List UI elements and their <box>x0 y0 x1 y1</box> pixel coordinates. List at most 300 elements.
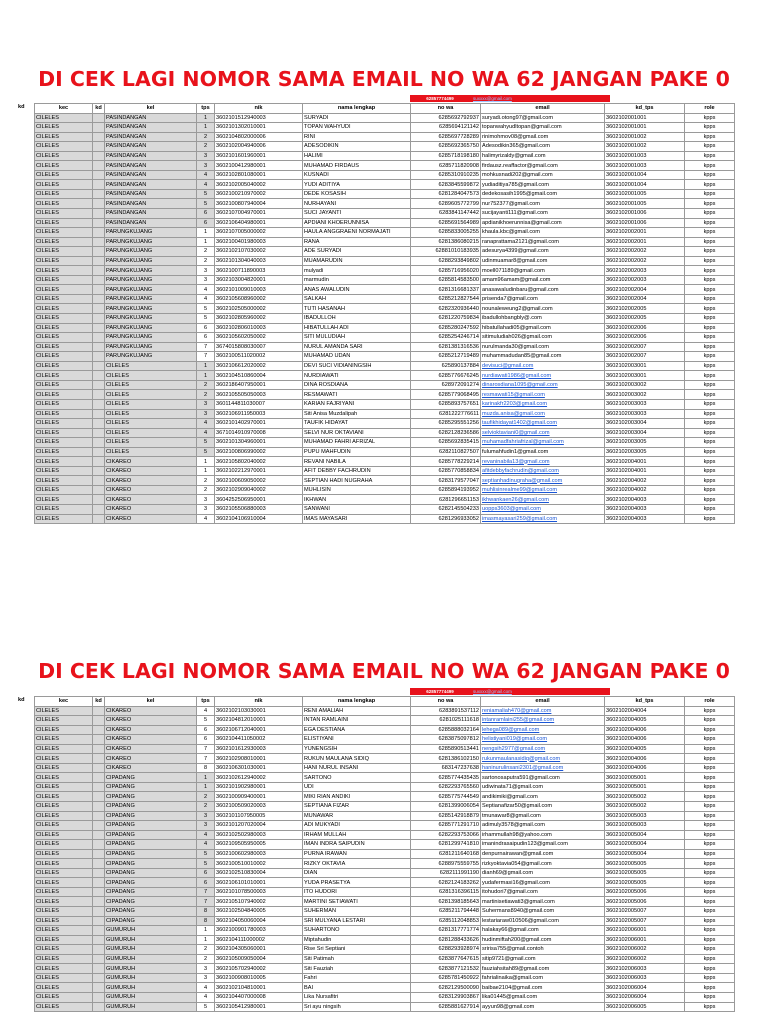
table-row <box>35 802 735 812</box>
role-cell: kpps <box>685 495 735 505</box>
email-cell: sitimuludiah026@gmail.com <box>481 333 605 343</box>
kd-tps-cell: 3602102001004 <box>605 170 685 180</box>
email-cell: dianh69@gmail.com <box>481 868 605 878</box>
email-cell[interactable]: karinakfr2203@gmail.com <box>481 399 605 409</box>
nama-cell: IMAS MAYASARI <box>303 514 411 524</box>
kel-cell: CILELES <box>105 361 197 371</box>
table-row <box>35 811 735 821</box>
kd-cell <box>93 275 105 285</box>
kd-tps-cell: 3602102001003 <box>605 161 685 171</box>
nik-cell: 3602105506880003 <box>215 504 303 514</box>
kec-cell: CILELES <box>35 973 93 983</box>
kec-cell: CILELES <box>35 199 93 209</box>
kec-cell: CILELES <box>35 887 93 897</box>
kd-cell <box>93 247 105 257</box>
header-kel: kel <box>105 104 197 114</box>
kel-cell: PARUNGKUJANG <box>105 352 197 362</box>
table-row <box>35 830 735 840</box>
nama-cell: MUNAWAR <box>303 811 411 821</box>
kel-cell: CIKAREO <box>105 466 197 476</box>
nama-cell: NURHAYANI <box>303 199 411 209</box>
role-cell: kpps <box>685 151 735 161</box>
header-kel: kel <box>105 697 197 707</box>
highlight-email-2[interactable]: suxxxx@gmail.com <box>470 688 610 695</box>
kd-cell <box>93 504 105 514</box>
tps-cell: 6 <box>197 218 215 228</box>
no-wa-cell: 6281211640168 <box>411 849 481 859</box>
email-cell: prisenda7@gmail.com <box>481 294 605 304</box>
email-cell: Suhermans8940@gmail.com <box>481 907 605 917</box>
kd-tps-cell: 3602102002006 <box>605 323 685 333</box>
kd-cell <box>93 744 105 754</box>
no-wa-cell: 6283875097812 <box>411 735 481 745</box>
role-cell: kpps <box>685 504 735 514</box>
data-table-1 <box>34 103 735 524</box>
nik-cell: 3602102504840005 <box>215 907 303 917</box>
tps-cell: 2 <box>197 390 215 400</box>
email-cell[interactable]: dinarosdiana1095@gmail.com <box>481 380 605 390</box>
kel-cell: CIPADANG <box>105 821 197 831</box>
email-cell: fahrialinaika@gmail.com <box>481 973 605 983</box>
table-row <box>35 744 735 754</box>
tps-cell: 2 <box>197 476 215 486</box>
nik-cell: 3602104407000008 <box>215 992 303 1002</box>
kel-cell: PARUNGKUJANG <box>105 314 197 324</box>
kd-cell <box>93 180 105 190</box>
role-cell: kpps <box>685 361 735 371</box>
role-cell: kpps <box>685 419 735 429</box>
table-row <box>35 964 735 974</box>
table-row <box>35 361 735 371</box>
kel-cell: GUMURUH <box>105 992 197 1002</box>
kd-cell <box>93 304 105 314</box>
kd-tps-cell: 3602102005003 <box>605 811 685 821</box>
kel-cell: PARUNGKUJANG <box>105 333 197 343</box>
role-cell: kpps <box>685 926 735 936</box>
highlight-row-2 <box>0 688 768 695</box>
header-email: email <box>481 697 605 707</box>
kd-cell <box>93 189 105 199</box>
kel-cell: PASINDANGAN <box>105 161 197 171</box>
kec-cell: CILELES <box>35 782 93 792</box>
kd-tps-cell: 3602102004002 <box>605 476 685 486</box>
tps-cell: 5 <box>197 849 215 859</box>
nik-cell: 3602100609050002 <box>215 476 303 486</box>
kec-cell: CILELES <box>35 811 93 821</box>
no-wa-cell: 6285692835415 <box>411 438 481 448</box>
nama-cell: YUDI ADITIYA <box>303 180 411 190</box>
role-cell: kpps <box>685 170 735 180</box>
tps-cell: 6 <box>197 333 215 343</box>
role-cell: kpps <box>685 237 735 247</box>
kec-cell: CILELES <box>35 735 93 745</box>
kd-cell <box>93 466 105 476</box>
role-cell: kpps <box>685 113 735 123</box>
email-cell: nounaleweung2@gmail.com <box>481 304 605 314</box>
nik-cell: 3602100602980003 <box>215 849 303 859</box>
email-cell[interactable]: muzda.anisa@gmail.com <box>481 409 605 419</box>
nama-cell: NURUL AMANDA SARI <box>303 342 411 352</box>
tps-cell: 2 <box>197 485 215 495</box>
kd-tps-cell: 3602102005004 <box>605 840 685 850</box>
email-cell[interactable]: uopps3603@gmail.com <box>481 504 605 514</box>
kec-cell: CILELES <box>35 142 93 152</box>
no-wa-cell: 62881010183935 <box>411 247 481 257</box>
nama-cell: KUSNADI <box>303 170 411 180</box>
table-row <box>35 706 735 716</box>
table-row <box>35 476 735 486</box>
nik-cell: 3602106712040001 <box>215 725 303 735</box>
kel-cell: CIPADANG <box>105 887 197 897</box>
table-row <box>35 983 735 993</box>
nik-cell: 3602102212970001 <box>215 466 303 476</box>
tps-cell: 8 <box>197 916 215 926</box>
no-wa-cell: 6281316681337 <box>411 285 481 295</box>
role-cell: kpps <box>685 945 735 955</box>
kec-cell: CILELES <box>35 132 93 142</box>
kd-cell <box>93 161 105 171</box>
kec-cell: CILELES <box>35 859 93 869</box>
no-wa-cell: 6281220759834 <box>411 314 481 324</box>
nik-cell: 3602102805960002 <box>215 314 303 324</box>
email-cell[interactable]: haninurulinsani2301@gmail.com <box>481 763 605 773</box>
email-cell: halimyrizaldy@gmail.com <box>481 151 605 161</box>
kd-tps-cell: 3602102002007 <box>605 352 685 362</box>
kd-tps-cell: 3602102006002 <box>605 945 685 955</box>
table-row <box>35 973 735 983</box>
nik-cell: 3602102104810001 <box>215 983 303 993</box>
kel-cell: CIPADANG <box>105 830 197 840</box>
nama-cell: DINA ROSDIANA <box>303 380 411 390</box>
role-cell: kpps <box>685 399 735 409</box>
tps-cell: 1 <box>197 773 215 783</box>
role-cell: kpps <box>685 849 735 859</box>
no-wa-cell: 6285711820908 <box>411 161 481 171</box>
email-cell[interactable]: reniamaliah470@gmail.com <box>481 706 605 716</box>
kel-cell: CIKAREO <box>105 485 197 495</box>
kd-tps-cell: 3602102001001 <box>605 123 685 133</box>
nik-cell: 3602100401980003 <box>215 237 303 247</box>
kd-tps-cell: 3602102002003 <box>605 266 685 276</box>
role-cell: kpps <box>685 342 735 352</box>
kec-cell: CILELES <box>35 495 93 505</box>
no-wa-cell: 6285310910235 <box>411 170 481 180</box>
kd-cell <box>93 209 105 219</box>
nik-cell: 3602102510830004 <box>215 868 303 878</box>
no-wa-cell: 6285295551256 <box>411 419 481 429</box>
no-wa-cell: 6285771291710 <box>411 821 481 831</box>
nama-cell: MUHAMAD FIRDAUS <box>303 161 411 171</box>
kd-tps-cell: 3602102005004 <box>605 830 685 840</box>
email-cell: martinisetiawati3@gmail.com <box>481 897 605 907</box>
nik-cell: 3602105412980001 <box>215 1002 303 1012</box>
no-wa-cell: 6285692365750 <box>411 142 481 152</box>
nama-cell: SURYADI <box>303 113 411 123</box>
kd-cell <box>93 782 105 792</box>
table-row <box>35 428 735 438</box>
no-wa-cell: 6285212719489 <box>411 352 481 362</box>
warning-banner-2: DI CEK LAGI NOMOR SAMA EMAIL NO WA 62 JANGAN PAKE 0 <box>38 659 730 683</box>
table-row <box>35 916 735 926</box>
nik-cell: 3602102909040002 <box>215 485 303 495</box>
kec-cell: CILELES <box>35 840 93 850</box>
tps-cell: 1 <box>197 123 215 133</box>
nama-cell: HIBATULLAH ADI <box>303 323 411 333</box>
kec-cell: CILELES <box>35 237 93 247</box>
table-row <box>35 447 735 457</box>
email-cell[interactable]: afitdebbyfachrudin@gmail.com <box>481 466 605 476</box>
kd-tps-cell: 3602102003004 <box>605 428 685 438</box>
no-wa-cell: 6281025111618 <box>411 716 481 726</box>
nama-cell: ITO HUDORI <box>303 887 411 897</box>
header-tps: tps <box>197 697 215 707</box>
nama-cell: RINI <box>303 132 411 142</box>
role-cell: kpps <box>685 916 735 926</box>
kel-cell: CIKAREO <box>105 457 197 467</box>
header-no-wa: no wa <box>411 104 481 114</box>
email-cell[interactable]: muhamadfahriafrizal@gmail.com <box>481 438 605 448</box>
kec-cell: CILELES <box>35 123 93 133</box>
nik-cell: 3602100412980001 <box>215 161 303 171</box>
kd-tps-cell: 3602102001003 <box>605 151 685 161</box>
nama-cell: MIKI RIAN ANDIKI <box>303 792 411 802</box>
table-row <box>35 390 735 400</box>
header-no-wa: no wa <box>411 697 481 707</box>
table-row <box>35 275 735 285</box>
role-cell: kpps <box>685 352 735 362</box>
kd-cell <box>93 199 105 209</box>
email-cell[interactable]: lehega089@gmail.com <box>481 725 605 735</box>
nama-cell: DEDE KOSASIH <box>303 189 411 199</box>
nama-cell: SANWANI <box>303 504 411 514</box>
nik-cell: 3601144811030007 <box>215 399 303 409</box>
nik-cell: 3602109505950005 <box>215 840 303 850</box>
table-row <box>35 887 735 897</box>
kd-tps-cell: 3602102004002 <box>605 485 685 495</box>
nama-cell: BAI <box>303 983 411 993</box>
tps-cell: 3 <box>197 964 215 974</box>
table-row <box>35 466 735 476</box>
table-row <box>35 773 735 783</box>
nama-cell: PUPU MAHFUDIN <box>303 447 411 457</box>
no-wa-cell: 6281296651153 <box>411 495 481 505</box>
kec-cell: CILELES <box>35 333 93 343</box>
kec-cell: CILELES <box>35 161 93 171</box>
role-cell: kpps <box>685 209 735 219</box>
kd-tps-cell: 3602102004006 <box>605 735 685 745</box>
nama-cell: APDIANI KHOERUNNISA <box>303 218 411 228</box>
nama-cell: Lika Nursafitri <box>303 992 411 1002</box>
no-wa-cell: 6282124183262 <box>411 878 481 888</box>
highlight-email[interactable]: suxxxx@gmail.com <box>470 95 610 102</box>
email-cell: apdianikhoerunnisa@gmail.com <box>481 218 605 228</box>
nama-cell: Rise Sri Septiani <box>303 945 411 955</box>
role-cell: kpps <box>685 716 735 726</box>
tps-cell: 6 <box>197 323 215 333</box>
email-cell: rinimohmov08@gmail.com <box>481 132 605 142</box>
nik-cell: 3602105009050004 <box>215 954 303 964</box>
table-header-row <box>35 697 735 707</box>
kd-tps-cell: 3602102002004 <box>605 285 685 295</box>
table-row <box>35 514 735 524</box>
kd-cell <box>93 716 105 726</box>
kd-cell <box>93 447 105 457</box>
kec-cell: CILELES <box>35 457 93 467</box>
nama-cell: AFIT DEBBY FACHRUDIN <box>303 466 411 476</box>
kel-cell: CIPADANG <box>105 792 197 802</box>
kd-tps-cell: 3602102006003 <box>605 964 685 974</box>
kel-cell: CILELES <box>105 409 197 419</box>
email-cell[interactable]: nengsih2977@gmail.com <box>481 744 605 754</box>
table-body-2 <box>35 706 735 1012</box>
role-cell: kpps <box>685 180 735 190</box>
tps-cell: 3 <box>197 151 215 161</box>
kec-cell: CILELES <box>35 907 93 917</box>
nik-cell: 3602102005040002 <box>215 180 303 190</box>
kd-cell <box>93 859 105 869</box>
tps-cell: 1 <box>197 466 215 476</box>
email-cell[interactable]: taufikhidayat1402@gmail.com <box>481 419 605 429</box>
no-wa-cell: 6285894193952 <box>411 485 481 495</box>
role-cell: kpps <box>685 792 735 802</box>
nama-cell: HALIMI <box>303 151 411 161</box>
kec-cell: CILELES <box>35 725 93 735</box>
kd-tps-cell: 3602102002003 <box>605 275 685 285</box>
kec-cell: CILELES <box>35 1002 93 1012</box>
table-row <box>35 304 735 314</box>
tps-cell: 1 <box>197 935 215 945</box>
email-cell[interactable]: septianhadinugraha@gmail.com <box>481 476 605 486</box>
kd-cell <box>93 849 105 859</box>
tps-cell: 6 <box>197 209 215 219</box>
email-cell[interactable]: devisuci@gmail.com <box>481 361 605 371</box>
no-wa-cell: 6283129903867 <box>411 992 481 1002</box>
table-row <box>35 371 735 381</box>
nama-cell: PURNA IRAWAN <box>303 849 411 859</box>
tps-cell: 4 <box>197 830 215 840</box>
email-cell: Septianafizar50@gmail.com <box>481 802 605 812</box>
email-cell: yudiaditiya785@gmail.com <box>481 180 605 190</box>
email-cell: nurulmanda30@gmail.com <box>481 342 605 352</box>
no-wa-cell: 628972091274 <box>411 380 481 390</box>
header-kd-left-2: kd <box>18 697 25 703</box>
tps-cell: 6 <box>197 735 215 745</box>
nama-cell: RANA <box>303 237 411 247</box>
kd-cell <box>93 792 105 802</box>
kd-tps-cell: 3602102002001 <box>605 228 685 238</box>
email-cell[interactable]: imasmayasari259@gmail.com <box>481 514 605 524</box>
nama-cell: Miptahudin <box>303 935 411 945</box>
kd-tps-cell: 3602102005006 <box>605 897 685 907</box>
kec-cell: CILELES <box>35 849 93 859</box>
table-row <box>35 189 735 199</box>
email-cell: moell071189@gmail.com <box>481 266 605 276</box>
nama-cell: SELVI NUR OKTAVIANI <box>303 428 411 438</box>
no-wa-cell: 6283845599872 <box>411 180 481 190</box>
email-cell[interactable]: muhlisinrealme99@gmail.com <box>481 485 605 495</box>
email-cell[interactable]: revaninabila13@gmail.com <box>481 457 605 467</box>
kec-cell: CILELES <box>35 314 93 324</box>
role-cell: kpps <box>685 189 735 199</box>
table-row <box>35 256 735 266</box>
email-cell[interactable]: intanramlaini255@gmail.com <box>481 716 605 726</box>
email-cell[interactable]: nurdiawati1986@gmail.com <box>481 371 605 381</box>
email-cell[interactable]: helistiyani019@gmail.com <box>481 735 605 745</box>
nama-cell: IRHAM MULLAH <box>303 830 411 840</box>
kd-cell <box>93 390 105 400</box>
kd-tps-cell: 3602102006005 <box>605 1002 685 1012</box>
tps-cell: 5 <box>197 447 215 457</box>
no-wa-cell: 6281399006054 <box>411 802 481 812</box>
email-cell[interactable]: rukunmaulanasidiq@gmail.com <box>481 754 605 764</box>
kd-cell <box>93 514 105 524</box>
nik-cell: 3602104411050002 <box>215 735 303 745</box>
header-kd: kd <box>93 104 105 114</box>
nama-cell: DIAN <box>303 868 411 878</box>
nama-cell: SARTONO <box>303 773 411 783</box>
nik-cell: 3602102612940002 <box>215 773 303 783</box>
nik-cell: 3671014910970008 <box>215 428 303 438</box>
table-row <box>35 170 735 180</box>
kd-tps-cell: 3602102004003 <box>605 504 685 514</box>
tps-cell: 7 <box>197 342 215 352</box>
kel-cell: PASINDANGAN <box>105 199 197 209</box>
kd-cell <box>93 132 105 142</box>
nama-cell: MUHLISIN <box>303 485 411 495</box>
no-wa-cell: 6285211794448 <box>411 907 481 917</box>
nik-cell: 3602106612020002 <box>215 361 303 371</box>
role-cell: kpps <box>685 333 735 343</box>
no-wa-cell: 6282293753066 <box>411 830 481 840</box>
kd-tps-cell: 3602102004006 <box>605 725 685 735</box>
table-row <box>35 419 735 429</box>
nama-cell: HANI NURUL INSANI <box>303 763 411 773</box>
tps-cell: 6 <box>197 725 215 735</box>
tps-cell: 1 <box>197 228 215 238</box>
nama-cell: TOPAN WAHYUDI <box>303 123 411 133</box>
table-row <box>35 323 735 333</box>
role-cell: kpps <box>685 763 735 773</box>
no-wa-cell: 6285888032164 <box>411 725 481 735</box>
tps-cell: 5 <box>197 716 215 726</box>
kd-cell <box>93 314 105 324</box>
no-wa-cell: 6285774435435 <box>411 773 481 783</box>
kd-tps-cell: 3602102005001 <box>605 773 685 783</box>
kd-tps-cell: 3602102004001 <box>605 466 685 476</box>
role-cell: kpps <box>685 371 735 381</box>
kec-cell: CILELES <box>35 304 93 314</box>
kd-tps-cell: 3602102004004 <box>605 706 685 716</box>
no-wa-cell: 6283841147442 <box>411 209 481 219</box>
email-cell[interactable]: selvioktaviani0@gmail.com <box>481 428 605 438</box>
email-cell[interactable]: resmawati15@gmail.com <box>481 390 605 400</box>
email-cell: udinmuamar8@gmail.com <box>481 256 605 266</box>
email-cell: sitip9721@gmail.com <box>481 954 605 964</box>
role-cell: kpps <box>685 323 735 333</box>
no-wa-cell: 6281299741810 <box>411 840 481 850</box>
tps-cell: 2 <box>197 132 215 142</box>
kd-tps-cell: 3602102001002 <box>605 142 685 152</box>
email-cell: irhammullah98@yahoo.com <box>481 830 605 840</box>
kec-cell: CILELES <box>35 352 93 362</box>
kel-cell: PASINDANGAN <box>105 151 197 161</box>
nama-cell: IKHWAN <box>303 495 411 505</box>
kd-cell <box>93 916 105 926</box>
email-cell[interactable]: ikhwankaen26@gmail.com <box>481 495 605 505</box>
kd-cell <box>93 256 105 266</box>
no-wa-cell: 683147237638 <box>411 763 481 773</box>
tps-cell: 1 <box>197 361 215 371</box>
